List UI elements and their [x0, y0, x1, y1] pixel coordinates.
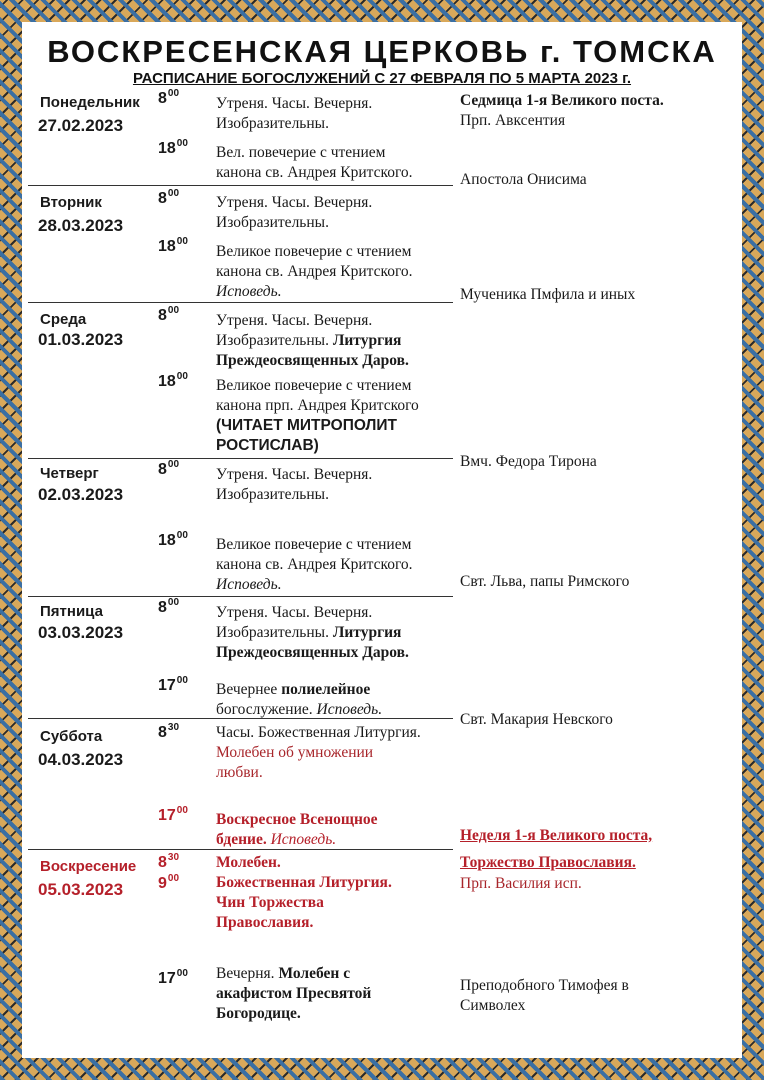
service-friday-evening: Вечернее полиелейное богослужение. Исповедь.	[216, 681, 383, 718]
service-monday-morning: Утреня. Часы. Вечерня. Изобразительны.	[216, 95, 373, 132]
divider	[28, 302, 453, 303]
feast-saturday: Неделя 1-я Великого поста,	[460, 827, 653, 844]
feast-thursday: Свт. Льва, папы Римского	[460, 573, 630, 590]
service-tuesday-morning: Утреня. Часы. Вечерня. Изобразительны.	[216, 194, 373, 231]
time-thursday-1: $8^{00}$	[158, 459, 180, 478]
day-date-saturday: 04.03.2023	[38, 750, 124, 769]
service-sunday-evening: Вечерня. Молебен с акафистом Пресвятой Богородице.	[216, 965, 372, 1022]
feast-sunday-3: Преподобного Тимофея в Символех	[460, 977, 629, 1014]
time-sunday-1b: $9^{00}$	[158, 873, 180, 892]
day-date-tuesday: 28.03.2023	[38, 216, 124, 235]
service-monday-evening: Вел. повечерие с чтением канона св. Андрея Критского.	[216, 144, 413, 181]
time-friday-2: $17^{00}$	[158, 675, 188, 694]
service-thursday-evening: Великое повечерие с чтением канона св. Андрея Критского. Исповедь.	[216, 536, 413, 593]
day-date-monday: 27.02.2023	[38, 116, 124, 135]
time-wednesday-2: $18^{00}$	[158, 371, 188, 390]
feast-monday-2: Апостола Онисима	[460, 171, 587, 188]
day-name-friday: Пятница	[40, 603, 103, 620]
service-saturday-evening: Воскресное Всенощное бдение. Исповедь.	[216, 811, 378, 848]
time-wednesday-1: $8^{00}$	[158, 305, 180, 324]
divider	[28, 718, 453, 719]
time-sunday-1: $8^{30}$	[158, 852, 180, 871]
schedule-subtitle: РАСПИСАНИЕ БОГОСЛУЖЕНИЙ С 27 ФЕВРАЛЯ ПО 5 МАРТА 2023 г.	[132, 70, 632, 87]
service-wednesday-evening: Великое повечерие с чтением канона прп. Андрея Критского (ЧИТАЕТ МИТРОПОЛИТ РОСТИСЛАВ)	[216, 377, 419, 454]
divider	[28, 185, 453, 186]
day-name-monday: Понедельник	[40, 94, 140, 111]
day-date-sunday: 05.03.2023	[38, 880, 124, 899]
time-tuesday-1: $8^{00}$	[158, 188, 180, 207]
time-tuesday-2: $18^{00}$	[158, 236, 188, 255]
feast-monday: Седмица 1-я Великого поста. Прп. Авксентия	[460, 92, 664, 129]
day-date-friday: 03.03.2023	[38, 623, 124, 642]
feast-sunday-2: Прп. Василия исп.	[460, 875, 582, 892]
day-name-thursday: Четверг	[40, 465, 99, 482]
page-title: ВОСКРЕСЕНСКАЯ ЦЕРКОВЬ г. ТОМСКА	[47, 34, 717, 69]
time-saturday-1: $8^{30}$	[158, 722, 180, 741]
feast-friday: Свт. Макария Невского	[460, 711, 613, 728]
service-sunday-morning: Молебен. Божественная Литургия. Чин Торжества Православия.	[216, 854, 392, 931]
time-thursday-2: $18^{00}$	[158, 530, 188, 549]
time-monday-2: $18^{00}$	[158, 138, 188, 157]
time-saturday-2: $17^{00}$	[158, 805, 188, 824]
day-name-sunday: Воскресение	[40, 858, 137, 875]
day-date-wednesday: 01.03.2023	[38, 330, 124, 349]
feast-tuesday: Мученика Пмфила и иных	[460, 286, 636, 303]
feast-wednesday: Вмч. Федора Тирона	[460, 453, 597, 470]
day-name-wednesday: Среда	[40, 311, 87, 328]
service-wednesday-morning: Утреня. Часы. Вечерня. Изобразительны. Литургия Преждеосвященных Даров.	[216, 312, 409, 369]
service-saturday-morning: Часы. Божественная Литургия. Молебен об умножении любви.	[216, 724, 421, 781]
feast-sunday: Торжество Православия.	[460, 854, 636, 871]
service-thursday-morning: Утреня. Часы. Вечерня. Изобразительны.	[216, 466, 373, 503]
day-name-saturday: Суббота	[40, 728, 103, 745]
divider	[28, 596, 453, 597]
divider	[28, 458, 453, 459]
divider	[28, 849, 453, 850]
time-sunday-2: $17^{00}$	[158, 968, 188, 987]
service-tuesday-evening: Великое повечерие с чтением канона св. Андрея Критского. Исповедь.	[216, 243, 413, 300]
service-friday-morning: Утреня. Часы. Вечерня. Изобразительны. Литургия Преждеосвященных Даров.	[216, 604, 409, 661]
day-date-thursday: 02.03.2023	[38, 485, 124, 504]
time-monday-1: $8^{00}$	[158, 88, 180, 107]
day-name-tuesday: Вторник	[40, 194, 102, 211]
time-friday-1: $8^{00}$	[158, 597, 180, 616]
